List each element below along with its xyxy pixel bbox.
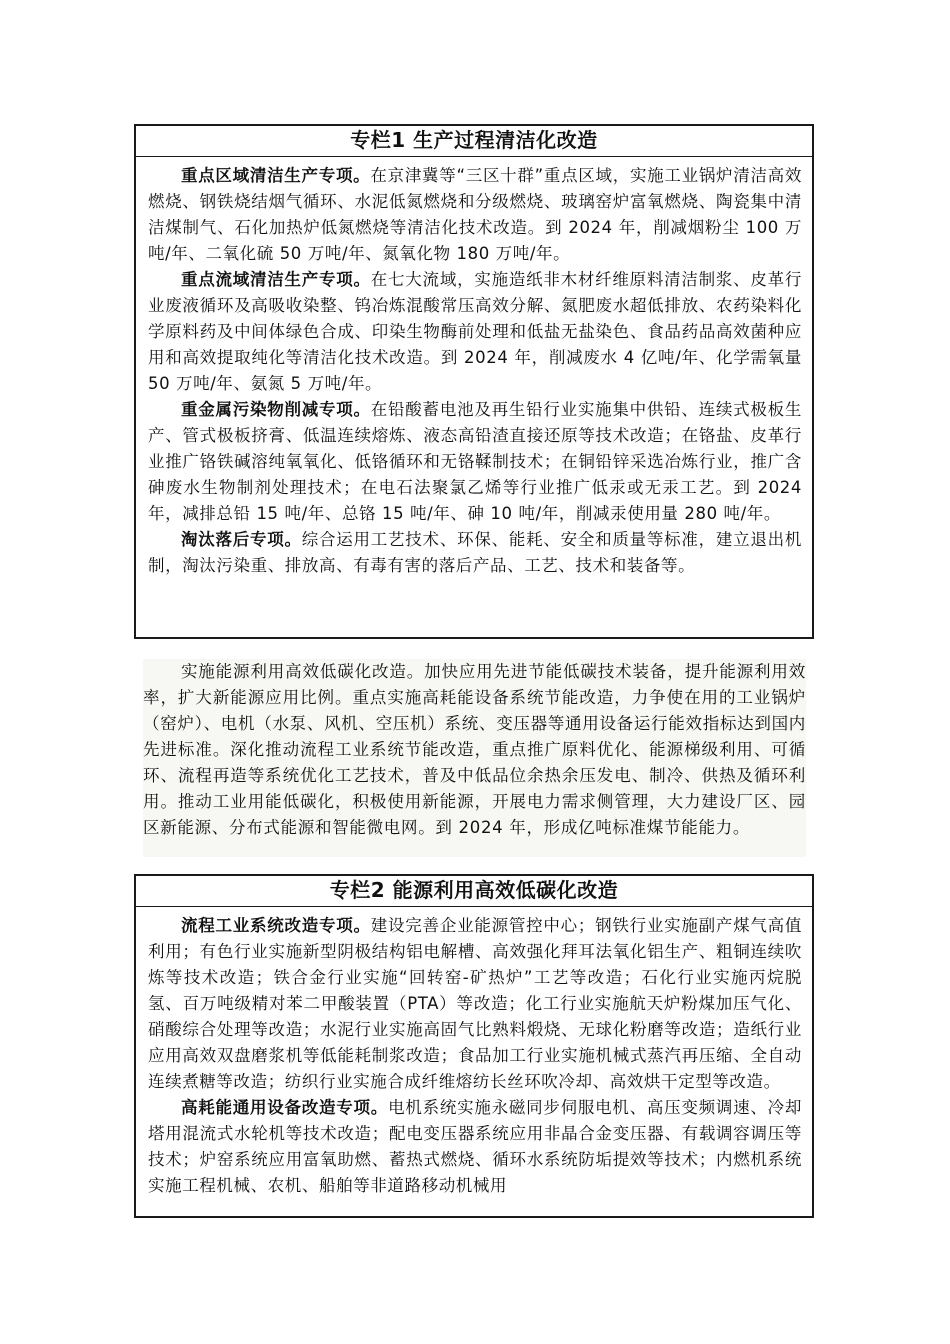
item-text: 在京津冀等“三区十群”重点区域，实施工业锅炉清洁高效燃烧、钢铁烧结烟气循环、水泥低氮燃烧和分级燃烧、玻璃窑炉富氧燃烧、陶瓷集中清洁煤制气、石化加热炉低氮燃烧等清洁化技术改造。到 2024 年，削减烟粉尘 100 万吨/年、二氧化硫 50 万吨/年、氮氧化物 180 万吨/年。 (148, 166, 802, 263)
box-1-item-2 (148, 267, 802, 397)
box-2-item-1 (148, 913, 802, 1095)
item-text: 在铅酸蓄电池及再生铅行业实施集中供铅、连续式极板生产、管式极板挤膏、低温连续熔炼、液态高铅渣直接还原等技术改造；在铬盐、皮革行业推广铬铁碱溶纯氧氧化、低铬循环和无铬鞣制技术；在铜铅锌采选冶炼行业，推广含砷废水生物制剂处理技术；在电石法聚氯乙烯等行业推广低汞或无汞工艺。到 2024 年，减排总铅 15 吨/年、总铬 15 吨/年、砷 10 吨/年，削减汞使用量 280 吨/年。 (148, 400, 802, 523)
box-1-item-4 (148, 527, 802, 579)
box-1-item-1 (148, 163, 802, 267)
item-text: 综合运用工艺技术、环保、能耗、安全和质量等标准，建立退出机制，淘汰污染重、排放高、有毒有害的落后产品、工艺、技术和装备等。 (148, 530, 802, 575)
item-heading: 重点流域清洁生产专项。 (181, 270, 371, 289)
sidebar-box-1 (134, 124, 814, 639)
box-1-body (136, 157, 812, 579)
body-paragraph (143, 659, 806, 857)
box-2-item-2 (148, 1095, 802, 1199)
item-text: 建设完善企业能源管控中心；钢铁行业实施副产煤气高值利用；有色行业实施新型阴极结构铝电解槽、高效强化拜耳法氧化铝生产、粗铜连续吹炼等技术改造；铁合金行业实施“回转窑-矿热炉”工艺等改造；石化行业实施丙烷脱氢、百万吨级精对苯二甲酸装置（PTA）等改造；化工行业实施航天炉粉煤加压气化、硝酸综合处理等改造；水泥行业实施高固气比熟料煅烧、无球化粉磨等改造；造纸行业应用高效双盘磨浆机等低能耗制浆改造；食品加工行业实施机械式蒸汽再压缩、全自动连续煮糖等改造；纺织行业实施合成纤维熔纺长丝环吹冷却、高效烘干定型等改造。 (148, 916, 802, 1091)
body-paragraph-text: 实施能源利用高效低碳化改造。加快应用先进节能低碳技术装备，提升能源利用效率，扩大新能源应用比例。重点实施高耗能设备系统节能改造，力争使在用的工业锅炉（窑炉）、电机（水泵、风机、空压机）系统、变压器等通用设备运行能效指标达到国内先进标准。深化推动流程工业系统节能改造，重点推广原料优化、能源梯级利用、可循环、流程再造等系统优化工艺技术，普及中低品位余热余压发电、制冷、供热及循环利用。推动工业用能低碳化，积极使用新能源，开展电力需求侧管理，大力建设厂区、园区新能源、分布式能源和智能微电网。到 2024 年，形成亿吨标准煤节能能力。 (143, 662, 806, 837)
sidebar-box-2 (134, 874, 814, 1218)
item-heading: 流程工业系统改造专项。 (181, 916, 371, 935)
item-heading: 高耗能通用设备改造专项。 (181, 1098, 389, 1117)
box-1-item-3 (148, 397, 802, 527)
item-heading: 淘汰落后专项。 (181, 530, 302, 549)
box-2-title: 专栏2 能源利用高效低碳化改造 (136, 876, 812, 907)
item-text: 在七大流域，实施造纸非木材纤维原料清洁制浆、皮革行业废液循环及高吸收染整、钨冶炼混酸常压高效分解、氮肥废水超低排放、农药染料化学原料药及中间体绿色合成、印染生物酶前处理和低盐无盐染色、食品药品高效菌种应用和高效提取纯化等清洁化技术改造。到 2024 年，削减废水 4 亿吨/年、化学需氧量 50 万吨/年、氨氮 5 万吨/年。 (148, 270, 802, 393)
box-2-body (136, 907, 812, 1199)
item-heading: 重金属污染物削减专项。 (181, 400, 371, 419)
item-heading: 重点区域清洁生产专项。 (181, 166, 371, 185)
item-text: 电机系统实施永磁同步伺服电机、高压变频调速、冷却塔用混流式水轮机等技术改造；配电变压器系统应用非晶合金变压器、有载调容调压等技术；炉窑系统应用富氧助燃、蓄热式燃烧、循环水系统防垢提效等技术；内燃机系统实施工程机械、农机、船舶等非道路移动机械用 (148, 1098, 803, 1195)
box-1-title: 专栏1 生产过程清洁化改造 (136, 126, 812, 157)
